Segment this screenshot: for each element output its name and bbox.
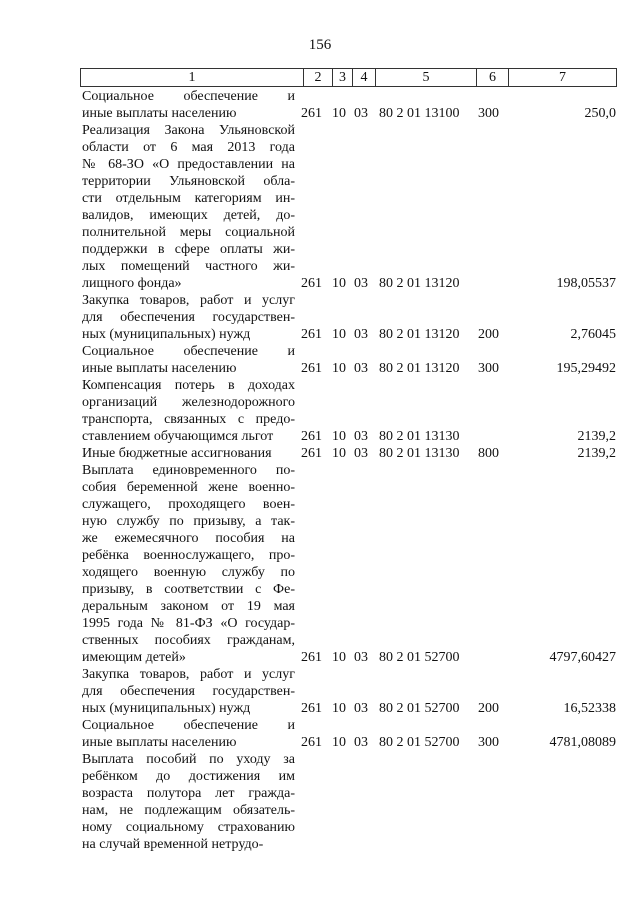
description-line: полнительной меры социальной [82, 225, 295, 240]
description-line: же ежемесячного пособия на [82, 531, 295, 546]
description-line: поддержки в сфере оплаты жи- [82, 242, 295, 257]
section-code: 261 [301, 701, 322, 716]
target-code: 80 2 01 13130 [379, 429, 460, 444]
section-code: 261 [301, 276, 322, 291]
table-row [82, 666, 622, 717]
description-line: иные выплаты населению [82, 361, 237, 376]
description-line: Компенсация потерь в доходах [82, 378, 295, 393]
description-line: Реализация Закона Ульяновской [82, 123, 295, 138]
row-description [82, 122, 295, 292]
description-line: нам, не подлежащим обязатель- [82, 803, 295, 818]
table-body [82, 88, 622, 853]
page-number: 156 [308, 37, 332, 53]
description-line: 1995 года № 81-ФЗ «О государ- [82, 616, 295, 631]
description-line: служащего, проходящего воен- [82, 497, 295, 512]
row-description [82, 462, 295, 666]
description-line: организаций железнодорожного [82, 395, 295, 410]
description-line: Выплата единовременного по- [82, 463, 295, 478]
group-code: 03 [354, 276, 368, 291]
subsection-code: 10 [332, 361, 346, 376]
subsection-code: 10 [332, 327, 346, 342]
row-description [82, 88, 295, 122]
table-row [82, 88, 622, 122]
description-line: Закупка товаров, работ и услуг [82, 667, 295, 682]
group-code: 03 [354, 446, 368, 461]
header-col-1: 1 [188, 70, 196, 85]
subsection-code: 10 [332, 106, 346, 121]
section-code: 261 [301, 735, 322, 750]
section-code: 261 [301, 361, 322, 376]
row-description [82, 377, 295, 445]
header-col-4: 4 [352, 69, 375, 86]
description-line: № 68-ЗО «О предоставлении на [82, 157, 295, 172]
expense-type-code: 300 [478, 735, 499, 750]
description-line: ставлением обучающимся льгот [82, 429, 274, 444]
amount: 4797,60427 [549, 650, 616, 665]
subsection-code: 10 [332, 701, 346, 716]
subsection-code: 10 [332, 276, 346, 291]
header-col-6: 6 [476, 69, 508, 86]
target-code: 80 2 01 52700 [379, 701, 460, 716]
target-code: 80 2 01 52700 [379, 735, 460, 750]
row-description [82, 343, 295, 377]
amount: 4781,08089 [549, 735, 616, 750]
table-header [80, 68, 617, 87]
header-col-5: 5 [375, 69, 476, 86]
description-line: сти отдельным категориям ин- [82, 191, 295, 206]
description-line: Социальное обеспечение и [82, 344, 295, 359]
table-row [82, 292, 622, 343]
row-description [82, 445, 295, 462]
target-code: 80 2 01 13120 [379, 276, 460, 291]
target-code: 80 2 01 13120 [379, 327, 460, 342]
description-line: ному социальному страхованию [82, 820, 295, 835]
group-code: 03 [354, 429, 368, 444]
expense-type-code: 300 [478, 106, 499, 121]
table-row [82, 717, 622, 751]
row-description [82, 751, 295, 853]
amount: 16,52338 [563, 701, 616, 716]
header-col-2: 2 [303, 69, 332, 86]
description-line: Закупка товаров, работ и услуг [82, 293, 295, 308]
target-code: 80 2 01 13130 [379, 446, 460, 461]
subsection-code: 10 [332, 429, 346, 444]
description-line: иные выплаты населению [82, 735, 237, 750]
group-code: 03 [354, 327, 368, 342]
amount: 2139,2 [577, 429, 616, 444]
expense-type-code: 800 [478, 446, 499, 461]
table-row [82, 445, 622, 462]
description-line: ходящего военную службу по [82, 565, 295, 580]
description-line: лищного фонда» [82, 276, 182, 291]
table-row [82, 377, 622, 445]
description-line: ную службу по призыву, а так- [82, 514, 295, 529]
expense-type-code: 200 [478, 327, 499, 342]
description-line: иные выплаты населению [82, 106, 237, 121]
description-line: Иные бюджетные ассигнования [82, 446, 272, 461]
target-code: 80 2 01 52700 [379, 650, 460, 665]
description-line: ребёнка военнослужащего, про- [82, 548, 295, 563]
description-line: для обеспечения государствен- [82, 310, 295, 325]
description-line: области от 6 мая 2013 года [82, 140, 295, 155]
description-line: ных (муниципальных) нужд [82, 701, 251, 716]
table-row [82, 462, 622, 666]
description-line: Социальное обеспечение и [82, 718, 295, 733]
subsection-code: 10 [332, 446, 346, 461]
description-line: призыву, в соответствии с Фе- [82, 582, 295, 597]
target-code: 80 2 01 13100 [379, 106, 460, 121]
group-code: 03 [354, 735, 368, 750]
description-line: на случай временной нетрудо- [82, 837, 264, 852]
description-line: Социальное обеспечение и [82, 89, 295, 104]
description-line: возраста полутора лет гражда- [82, 786, 295, 801]
group-code: 03 [354, 650, 368, 665]
amount: 195,29492 [556, 361, 616, 376]
description-line: ных (муниципальных) нужд [82, 327, 251, 342]
group-code: 03 [354, 701, 368, 716]
description-line: территории Ульяновской обла- [82, 174, 295, 189]
description-line: ственных пособиях гражданам, [82, 633, 295, 648]
section-code: 261 [301, 429, 322, 444]
row-description [82, 292, 295, 343]
group-code: 03 [354, 361, 368, 376]
description-line: ребёнком до достижения им [82, 769, 295, 784]
target-code: 80 2 01 13120 [379, 361, 460, 376]
description-line: транспорта, связанных с предо- [82, 412, 295, 427]
section-code: 261 [301, 106, 322, 121]
section-code: 261 [301, 327, 322, 342]
row-description [82, 717, 295, 751]
table-row [82, 122, 622, 292]
description-line: для обеспечения государствен- [82, 684, 295, 699]
description-line: деральным законом от 19 мая [82, 599, 295, 614]
group-code: 03 [354, 106, 368, 121]
amount: 198,05537 [556, 276, 616, 291]
table-row [82, 343, 622, 377]
description-line: лых помещений частного жи- [82, 259, 295, 274]
subsection-code: 10 [332, 735, 346, 750]
table-row [82, 751, 622, 853]
description-line: Выплата пособий по уходу за [82, 752, 295, 767]
subsection-code: 10 [332, 650, 346, 665]
expense-type-code: 300 [478, 361, 499, 376]
amount: 2,76045 [570, 327, 616, 342]
section-code: 261 [301, 650, 322, 665]
description-line: валидов, имеющих детей, до- [82, 208, 295, 223]
description-line: собия беременной жене военно- [82, 480, 295, 495]
amount: 250,0 [584, 106, 616, 121]
row-description [82, 666, 295, 717]
section-code: 261 [301, 446, 322, 461]
header-col-3: 3 [332, 69, 352, 86]
description-line: имеющим детей» [82, 650, 186, 665]
expense-type-code: 200 [478, 701, 499, 716]
header-col-7: 7 [508, 69, 616, 86]
amount: 2139,2 [577, 446, 616, 461]
